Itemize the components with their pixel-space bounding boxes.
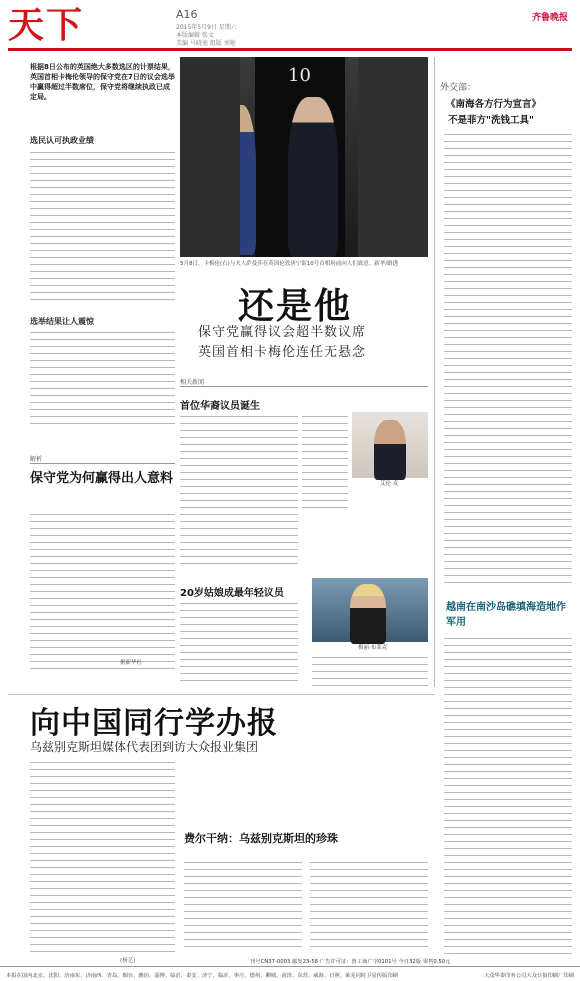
bottom-headline: 向中国同行学办报: [30, 706, 278, 741]
body-text-voters: [30, 150, 175, 302]
main-subhead-1: 保守党赢得议会超半数议席: [198, 325, 367, 340]
analysis-body: [30, 512, 175, 672]
related-title-2: 20岁姑娘成最年轻议员: [180, 588, 284, 599]
page-number: A16: [176, 8, 198, 21]
staff-credit: 美编 马晓迪 组版 刘艳: [176, 40, 236, 47]
related-tag: [180, 377, 428, 387]
section-title-voters: 选民认可执政业绩: [30, 136, 94, 145]
analysis-tag-label: 解析: [30, 456, 43, 463]
feature-body-1: [184, 860, 302, 952]
related-photo-1: [352, 412, 428, 478]
right-body-1: [444, 132, 572, 587]
main-photo-caption: 5月8日，卡梅伦(右)与夫人萨曼莎在英国伦敦唐宁街10号首相府前向人们致意。新华/路透: [180, 261, 399, 267]
footer-middle: 刊号CN37-0003 邮发23-58 广告许可证：鲁工商广字0101号 今日32版 零售0.50元: [250, 959, 451, 965]
masthead-rule: [8, 48, 572, 51]
related-photo-1-person: [374, 420, 406, 480]
analysis-byline: 据新华社: [120, 660, 143, 666]
section-title-shock: 选举结果让人震惊: [30, 317, 94, 326]
related-body-2: [180, 601, 298, 687]
body-text-shock: [30, 330, 175, 430]
right-tag: 外交部：: [440, 83, 477, 93]
wall-left: [180, 57, 240, 257]
section-logo-text: 天下: [8, 4, 85, 46]
newspaper-brand: 齐鲁晚报: [531, 13, 568, 23]
column-divider: [434, 57, 435, 687]
feature-title: 费尔干纳：乌兹别克斯坦的珍珠: [184, 832, 338, 845]
related-body-2b: [312, 655, 428, 691]
related-photo-2-caption: 梅丽·布莱克: [358, 645, 388, 651]
man-figure: [288, 97, 338, 257]
main-subhead-2: 英国首相卡梅伦连任无悬念: [198, 345, 367, 360]
right-body-2: [444, 636, 572, 956]
main-photo: [180, 57, 428, 257]
related-tag-label: 相关新闻: [180, 379, 205, 386]
bottom-subhead: 乌兹别克斯坦媒体代表团到访大众报业集团: [30, 740, 259, 754]
bottom-divider: [8, 694, 434, 695]
right-title-2: 越南在南沙岛礁填海造地作军用: [446, 602, 566, 628]
masthead-meta: [176, 24, 316, 48]
right-title-line1: 《南海各方行为宣言》: [446, 99, 542, 110]
wall-right: [358, 57, 428, 257]
related-body-1: [180, 414, 298, 564]
bottom-byline: (杨艺): [120, 958, 136, 964]
related-photo-1-caption: 艾伦·麦: [380, 481, 399, 487]
section-logo: [8, 6, 128, 44]
related-photo-2: [312, 578, 428, 642]
footer-left: 本报在国内北京、沈阳、济南东、济南西、青岛、烟台、潍坊、淄博、临沂、泰安、济宁、临沂、枣庄、德州、聊城、菏泽、东营、威海、日照、莱芜同时卫星传版印刷: [6, 973, 398, 979]
analysis-title: 保守党为何赢得出人意料: [30, 471, 174, 486]
related-body-1b: [302, 414, 348, 514]
footer-right: 大众华泰印务公司大众日报印刷厂印刷: [483, 973, 574, 979]
door-number: 10: [288, 65, 311, 86]
issue-date: 2015年5月9日 星期六: [176, 24, 237, 31]
main-headline: 还是他: [238, 286, 353, 327]
editor-credit: 本版编辑 张文: [176, 32, 214, 39]
analysis-tag: [30, 454, 175, 464]
related-photo-2-person: [350, 584, 386, 644]
right-title-line2: 不是菲方"洗钱工具": [448, 115, 534, 126]
related-title-1: 首位华裔议员诞生: [180, 401, 260, 412]
bottom-body: [30, 760, 175, 954]
lead-paragraph: 根据8日公布的英国绝大多数选区的计票结果，英国首相卡梅伦领导的保守党在7日的议会选举中赢得超过半数席位，保守党将继续执政已成定局。: [30, 63, 175, 101]
feature-body-2: [310, 860, 428, 952]
